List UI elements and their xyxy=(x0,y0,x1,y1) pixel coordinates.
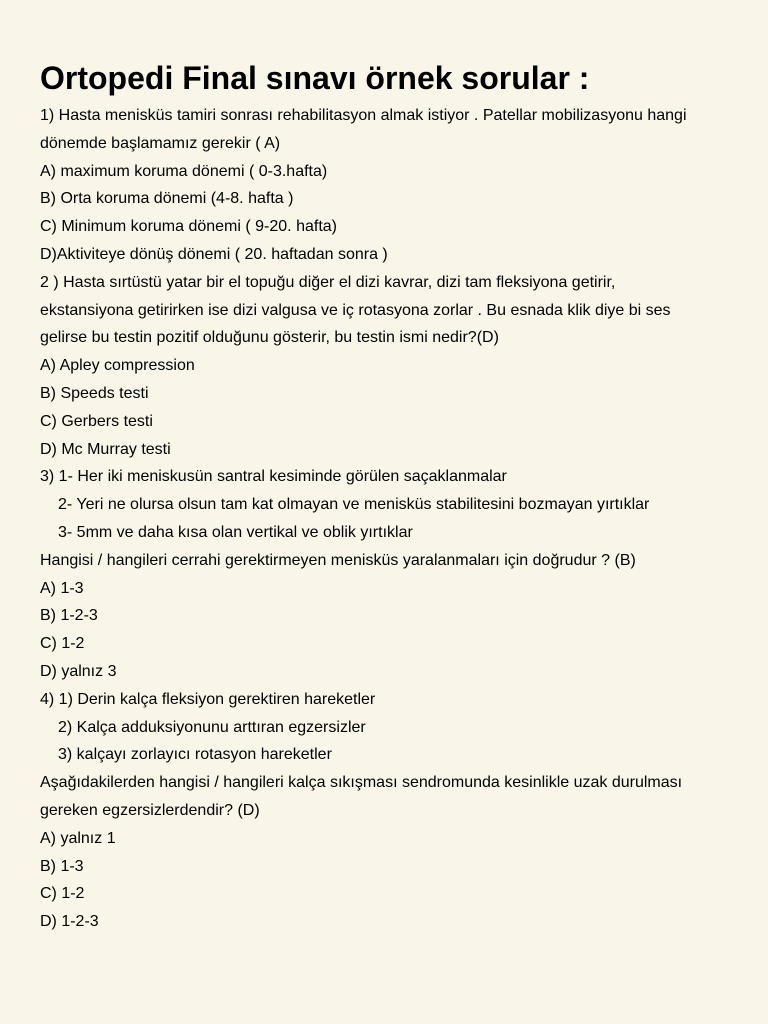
text-line: 3) kalçayı zorlayıcı rotasyon hareketler xyxy=(58,746,332,764)
text-line: A) Apley compression xyxy=(40,357,195,375)
text-line: B) 1-3 xyxy=(40,857,84,875)
text-line: C) Gerbers testi xyxy=(40,412,153,430)
text-line: C) Minimum koruma dönemi ( 9-20. hafta) xyxy=(40,218,337,236)
text-line: 2 ) Hasta sırtüstü yatar bir el topuğu diğer el dizi kavrar, dizi tam fleksiyona getirir, xyxy=(40,273,616,291)
text-line: C) 1-2 xyxy=(40,635,85,653)
text-line: dönemde başlamamız gerekir ( A) xyxy=(40,134,281,152)
text-line: 2- Yeri ne olursa olsun tam kat olmayan ve menisküs stabilitesini bozmayan yırtıklar xyxy=(58,496,650,514)
text-line: D) 1-2-3 xyxy=(40,913,99,931)
text-line: 2) Kalça adduksiyonunu arttıran egzersizler xyxy=(58,718,366,736)
text-line: Hangisi / hangileri cerrahi gerektirmeyen menisküs yaralanmaları için doğrudur ? (B) xyxy=(40,551,636,569)
text-line: B) Orta koruma dönemi (4-8. hafta ) xyxy=(40,190,294,208)
text-line: B) 1-2-3 xyxy=(40,607,98,625)
text-line: gereken egzersizlerdendir? (D) xyxy=(40,801,260,819)
text-line: B) Speeds testi xyxy=(40,384,149,402)
text-line: C) 1-2 xyxy=(40,885,85,903)
text-line: ekstansiyona getirirken ise dizi valgusa ve iç rotasyona zorlar . Bu esnada klik diye bi ses xyxy=(40,301,671,319)
page-title: Ortopedi Final sınavı örnek sorular : xyxy=(40,60,590,96)
text-line: D) Mc Murray testi xyxy=(40,440,171,458)
text-line: A) maximum koruma dönemi ( 0-3.hafta) xyxy=(40,162,328,180)
text-line: A) yalnız 1 xyxy=(40,829,116,847)
text-line: 3) 1- Her iki meniskusün santral kesiminde görülen saçaklanmalar xyxy=(40,468,507,486)
text-line: D) yalnız 3 xyxy=(40,662,117,680)
text-line: gelirse bu testin pozitif olduğunu gösterir, bu testin ismi nedir?(D) xyxy=(40,329,499,347)
text-line: D)Aktiviteye dönüş dönemi ( 20. haftadan sonra ) xyxy=(40,245,388,263)
text-line: Aşağıdakilerden hangisi / hangileri kalça sıkışması sendromunda kesinlikle uzak durulması xyxy=(40,774,683,792)
document-body xyxy=(40,102,738,936)
text-line: 1) Hasta menisküs tamiri sonrası rehabilitasyon almak istiyor . Patellar mobilizasyonu hangi xyxy=(40,107,687,124)
text-line: 4) 1) Derin kalça fleksiyon gerektiren hareketler xyxy=(40,690,376,708)
text-line: A) 1-3 xyxy=(40,579,84,597)
text-line: 3- 5mm ve daha kısa olan vertikal ve oblik yırtıklar xyxy=(58,523,413,541)
